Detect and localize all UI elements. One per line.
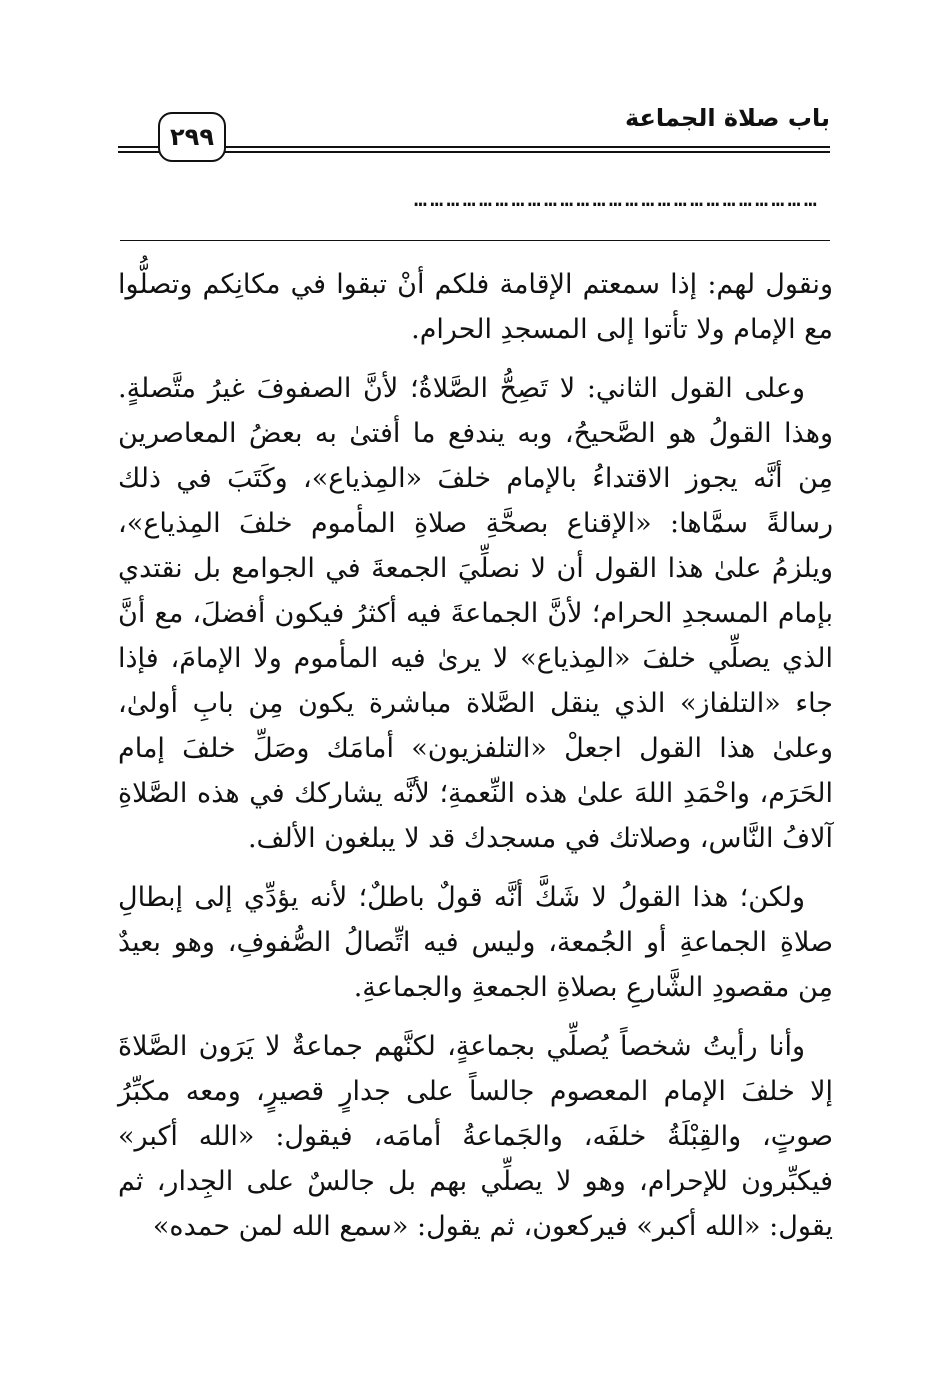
header-rule-right (224, 146, 830, 148)
paragraph: وأنا رأيتُ شخصاً يُصلِّي بجماعةٍ، لكنَّهم جماعةٌ لا يَرَون الصَّلاةَ إلا خلفَ الإمام المعصوم جالساً على جدارٍ قصيرٍ، ومعه مكبِّرُ صوتٍ، والقِبْلَةُ خلفَه، والجَماعةُ أمامَه، فيقول: «الله أكبر» فيكبِّرون للإحرام، وهو لا يصلِّي بهم بل جالسٌ على الجِدار، ثم يقول: «الله أكبر» فيركعون، ثم يقول: «سمع الله لمن حمده» (118, 1031, 833, 1242)
header-rule-left-double (118, 151, 160, 153)
page-number: ٢٩٩ (158, 112, 226, 162)
chapter-title: باب صلاة الجماعة (624, 104, 830, 132)
header-rule-right-double (224, 151, 830, 153)
body-text (118, 262, 833, 1263)
paragraph: وعلى القول الثاني: لا تَصِحُّ الصَّلاةُ؛ لأنَّ الصفوفَ غيرُ متَّصلةٍ. وهذا القولُ هو الصَّحيحُ، وبه يندفع ما أفتىٰ به بعضُ المعاصرين مِن أنَّه يجوز الاقتداءُ بالإمام خلفَ «المِذياع»، وكَتَبَ في ذلك رسالةً سمَّاها: «الإقناع بصحَّةِ صلاةِ المأموم خلفَ المِذياع»، ويلزمُ علىٰ هذا القول أن لا نصلِّيَ الجمعةَ في الجوامع بل نقتدي بإمام المسجدِ الحرام؛ لأنَّ الجماعةَ فيه أكثرُ فيكون أفضلَ، مع أنَّ الذي يصلِّي خلفَ «المِذياع» لا يرىٰ فيه المأموم ولا الإمامَ، فإذا جاء «التلفاز» الذي ينقل الصَّلاة مباشرة يكون مِن بابِ أولىٰ، وعلىٰ هذا القول اجعلْ «التلفزيون» أمامَك وصَلِّ خلفَ إمام الحَرَم، واحْمَدِ اللهَ علىٰ هذه النِّعمةِ؛ لأنَّه يشاركك في هذه الصَّلاةِ آلافُ النَّاس، وصلاتك في مسجدك قد لا يبلغون الألف. (118, 373, 833, 854)
dotted-separator: ………………………………………………………………… (413, 190, 820, 210)
paragraph: ونقول لهم: إذا سمعتم الإقامة فلكم أنْ تبقوا في مكانِكم وتصلُّوا مع الإمام ولا تأتوا إلى المسجدِ الحرام. (118, 269, 833, 345)
paragraph: ولكن؛ هذا القولُ لا شَكَّ أنَّه قولٌ باطلٌ؛ لأنه يؤدِّي إلى إبطالِ صلاةِ الجماعةِ أو الجُمعة، وليس فيه اتِّصالُ الصُّفوفِ، وهو بعيدٌ مِن مقصودِ الشَّارعِ بصلاةِ الجمعةِ والجماعةِ. (118, 882, 833, 1003)
header-rule-left (118, 146, 160, 148)
content-rule (120, 240, 830, 241)
